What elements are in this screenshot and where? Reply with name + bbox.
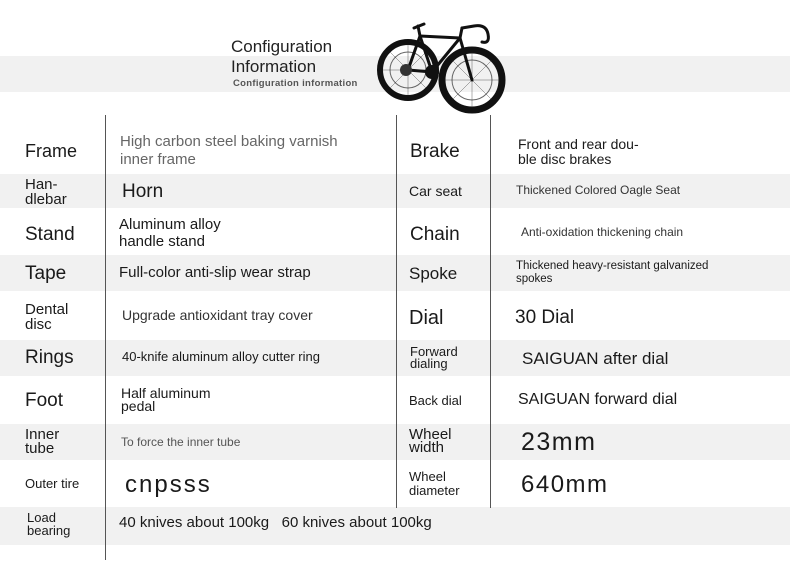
label-load-bearing: Load bearing [27,510,71,538]
label-tape: Tape [25,263,67,284]
label-spoke: Spoke [409,264,458,283]
label-rings: Rings [25,347,74,368]
value-spoke: Thickened heavy-resistant galvanized spokes [516,260,709,285]
label-car-seat: Car seat [409,183,462,199]
label-wheel-diameter: Wheel diameter [409,469,460,498]
value-inner-tube: To force the inner tube [121,435,241,449]
value-tape: Full-color anti-slip wear strap [119,264,311,281]
label-dial: Dial [409,307,444,329]
label-foot: Foot [25,390,64,411]
label-brake: Brake [410,141,460,162]
label-dental-disc: Dental disc [25,301,69,333]
value-car-seat: Thickened Colored Oagle Seat [516,183,681,197]
label-chain: Chain [410,224,460,245]
title-line-1: Configuration [231,37,333,56]
page-title [231,37,332,77]
value-handlebar: Horn [122,181,164,202]
value-wheel-width: 23mm [521,428,597,456]
value-outer-tire: cnpsss [125,471,212,498]
column-divider [490,115,491,508]
value-forward-dialing: SAIGUAN after dial [522,349,669,368]
value-dial: 30 Dial [515,307,575,328]
road-bike-icon [374,16,509,118]
label-stand: Stand [25,224,75,245]
column-divider [105,115,106,560]
page-subtitle: Configuration information [233,78,358,89]
label-outer-tire: Outer tire [25,476,80,491]
value-stand: Aluminum alloy handle stand [119,216,221,250]
label-handlebar: Han-dlebar [25,176,67,208]
value-rings: 40-knife aluminum alloy cutter ring [122,349,320,364]
row-band [0,424,790,460]
value-brake: Front and rear dou-ble disc brakes [518,136,639,167]
label-inner-tube: Inner tube [25,426,60,457]
label-wheel-width: Wheel width [409,426,452,456]
title-line-2: Information [231,57,317,76]
value-back-dial: SAIGUAN forward dial [518,391,678,408]
row-band [0,340,790,376]
label-back-dial: Back dial [409,393,462,408]
value-chain: Anti-oxidation thickening chain [521,225,684,239]
value-dental-disc: Upgrade antioxidant tray cover [122,307,313,323]
column-divider [396,115,397,508]
label-frame: Frame [25,141,78,161]
value-wheel-diameter: 640mm [521,471,609,498]
value-load-bearing: 40 knives about 100kg 60 knives about 100kg [119,514,432,531]
label-forward-dialing: Forward dialing [410,344,458,371]
value-foot: Half aluminum pedal [121,385,211,414]
value-frame: High carbon steel baking varnish inner frame [120,133,338,168]
